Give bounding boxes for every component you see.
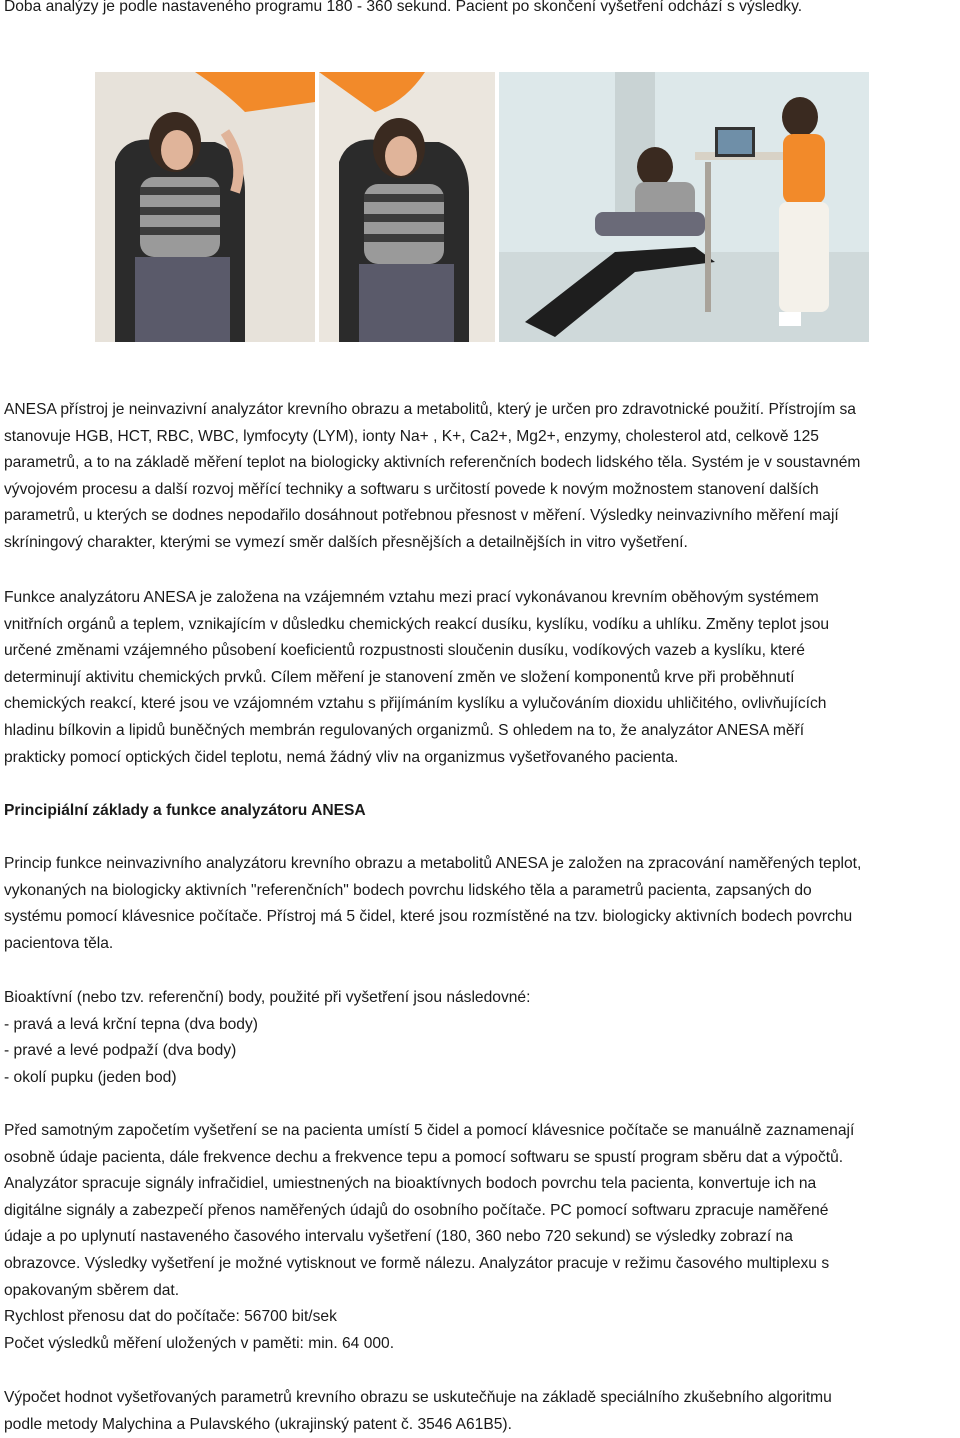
paragraph-algorithm: Výpočet hodnot vyšetřovaných parametrů krevního obrazu se uskutečňuje na základě speciálního zkušebního algoritmu podle metody Malychina a Pulavského (ukrajinský patent č. 3546 A61B5). <box>4 1389 832 1433</box>
paragraph-principle: Princip funkce neinvazivního analyzátoru krevního obrazu a metabolitů ANESA je založen na zpracování naměřených teplot, vykonaných na biologicky aktivních "referenčních" bodech povrchu lidského těla a parametrů pacienta, zapsaných do systému pomocí klávesnice počítače. Přístroj má 5 čidel, které jsou rozmístěné na tzv. biologicky aktivních bodech povrchu pacientova těla. <box>4 855 862 952</box>
paragraph-anesa-intro: ANESA přístroj je neinvazivní analyzátor krevního obrazu a metabolitů, který je určen pro zdravotnické použití. Přístrojím sa stanovuje HGB, HCT, RBC, WBC, lymfocyty (LYM), ionty Na+ , K+, Ca2+, Mg2+, enzymy, cholesterol atd, celkově 125 parametrů, a to na základě měření teplot na biologicky aktivních referenčních bodech lidského těla. Systém je v soustavném vývojovém procesu a další rozvoj měřící techniky a softwaru s určitostí povede k novým možnostem stanovení dalších parametrů, u kterých se dodnes nepodařilo dosáhnout potřebnou přesnost v měření. Výsledky neinvazivního měření mají skríningový charakter, kterými se vymezí směr dalších přesnějších a detailnějších in vitro vyšetření. <box>4 401 861 551</box>
paragraph-points-list: Bioaktívní (nebo tzv. referenční) body, použité při vyšetření jsou následovné: - pravá a levá krční tepna (dva body) - pravé a levé podpaží (dva body) - okolí pupku (jeden bod) <box>4 989 531 1086</box>
paragraph-function: Funkce analyzátoru ANESA je založena na vzájemném vztahu mezi prací vykonávanou krevním oběhovým systémem vnitřních orgánů a teplem, vznikajícím v důsledku chemických reakcí dusíku, kyslíku, vodíku a uhlíku. Změny teplot jsou určené změnami vzájemného působení koeficientů rozpustnosti sloučenin dusíku, vodíkových vazeb a kyslíku, které determinují aktivitu chemických prvků. Cílem měření je stanovení změn ve složení komponentů krve při proběhnutí chemických reakcí, které jsou ve vzájomném vztahu s přijímáním kyslíku a vylučováním dioxidu uhličitého, ovlivňujících hladinu bílkovin a lipidů buněčných membrán regulovaných organizmů. S ohledem na to, že analyzátor ANESA měří prakticky pomocí optických čidel teplotu, nemá žádný vliv na organizmus vyšetřovaného pacienta. <box>4 589 830 766</box>
photo-examination-image <box>95 72 869 342</box>
section-heading: Principiální základy a funkce analyzátoru ANESA <box>4 802 366 819</box>
photo-illustration <box>95 72 869 342</box>
intro-line: Doba analýzy je podle nastaveného programu 180 - 360 sekund. Pacient po skončení vyšetření odchází s výsledky. <box>4 0 803 15</box>
paragraph-procedure: Před samotným započetím vyšetření se na pacienta umístí 5 čidel a pomocí klávesnice počítače se manuálně zaznamenají osobně údaje pacienta, dále frekvence dechu a frekvence tepu a pomocí softwaru se spustí program sběru dat a výpočtů. Analyzátor spracuje signály infračidiel, umiestnených na bioaktívnych bodoch povrchu tela pacienta, konvertuje ich na digitálne signály a zabezpečí přenos naměřených údajů do osobního počítače. PC pomocí softwaru zpracuje naměřené údaje a po uplynutí nastaveného časového intervalu vyšetření (180, 360 nebo 720 sekund) se výsledky zobrazí na obrazovce. Výsledky vyšetření je možné vytisknout ve formě nálezu. Analyzátor pracuje v režimu časového multiplexu s opakovaným sběrem dat. Rychlost přenosu dat do počítače: 56700 bit/sek Počet výsledků měření uložených v paměti: min. 64 000. <box>4 1122 855 1352</box>
